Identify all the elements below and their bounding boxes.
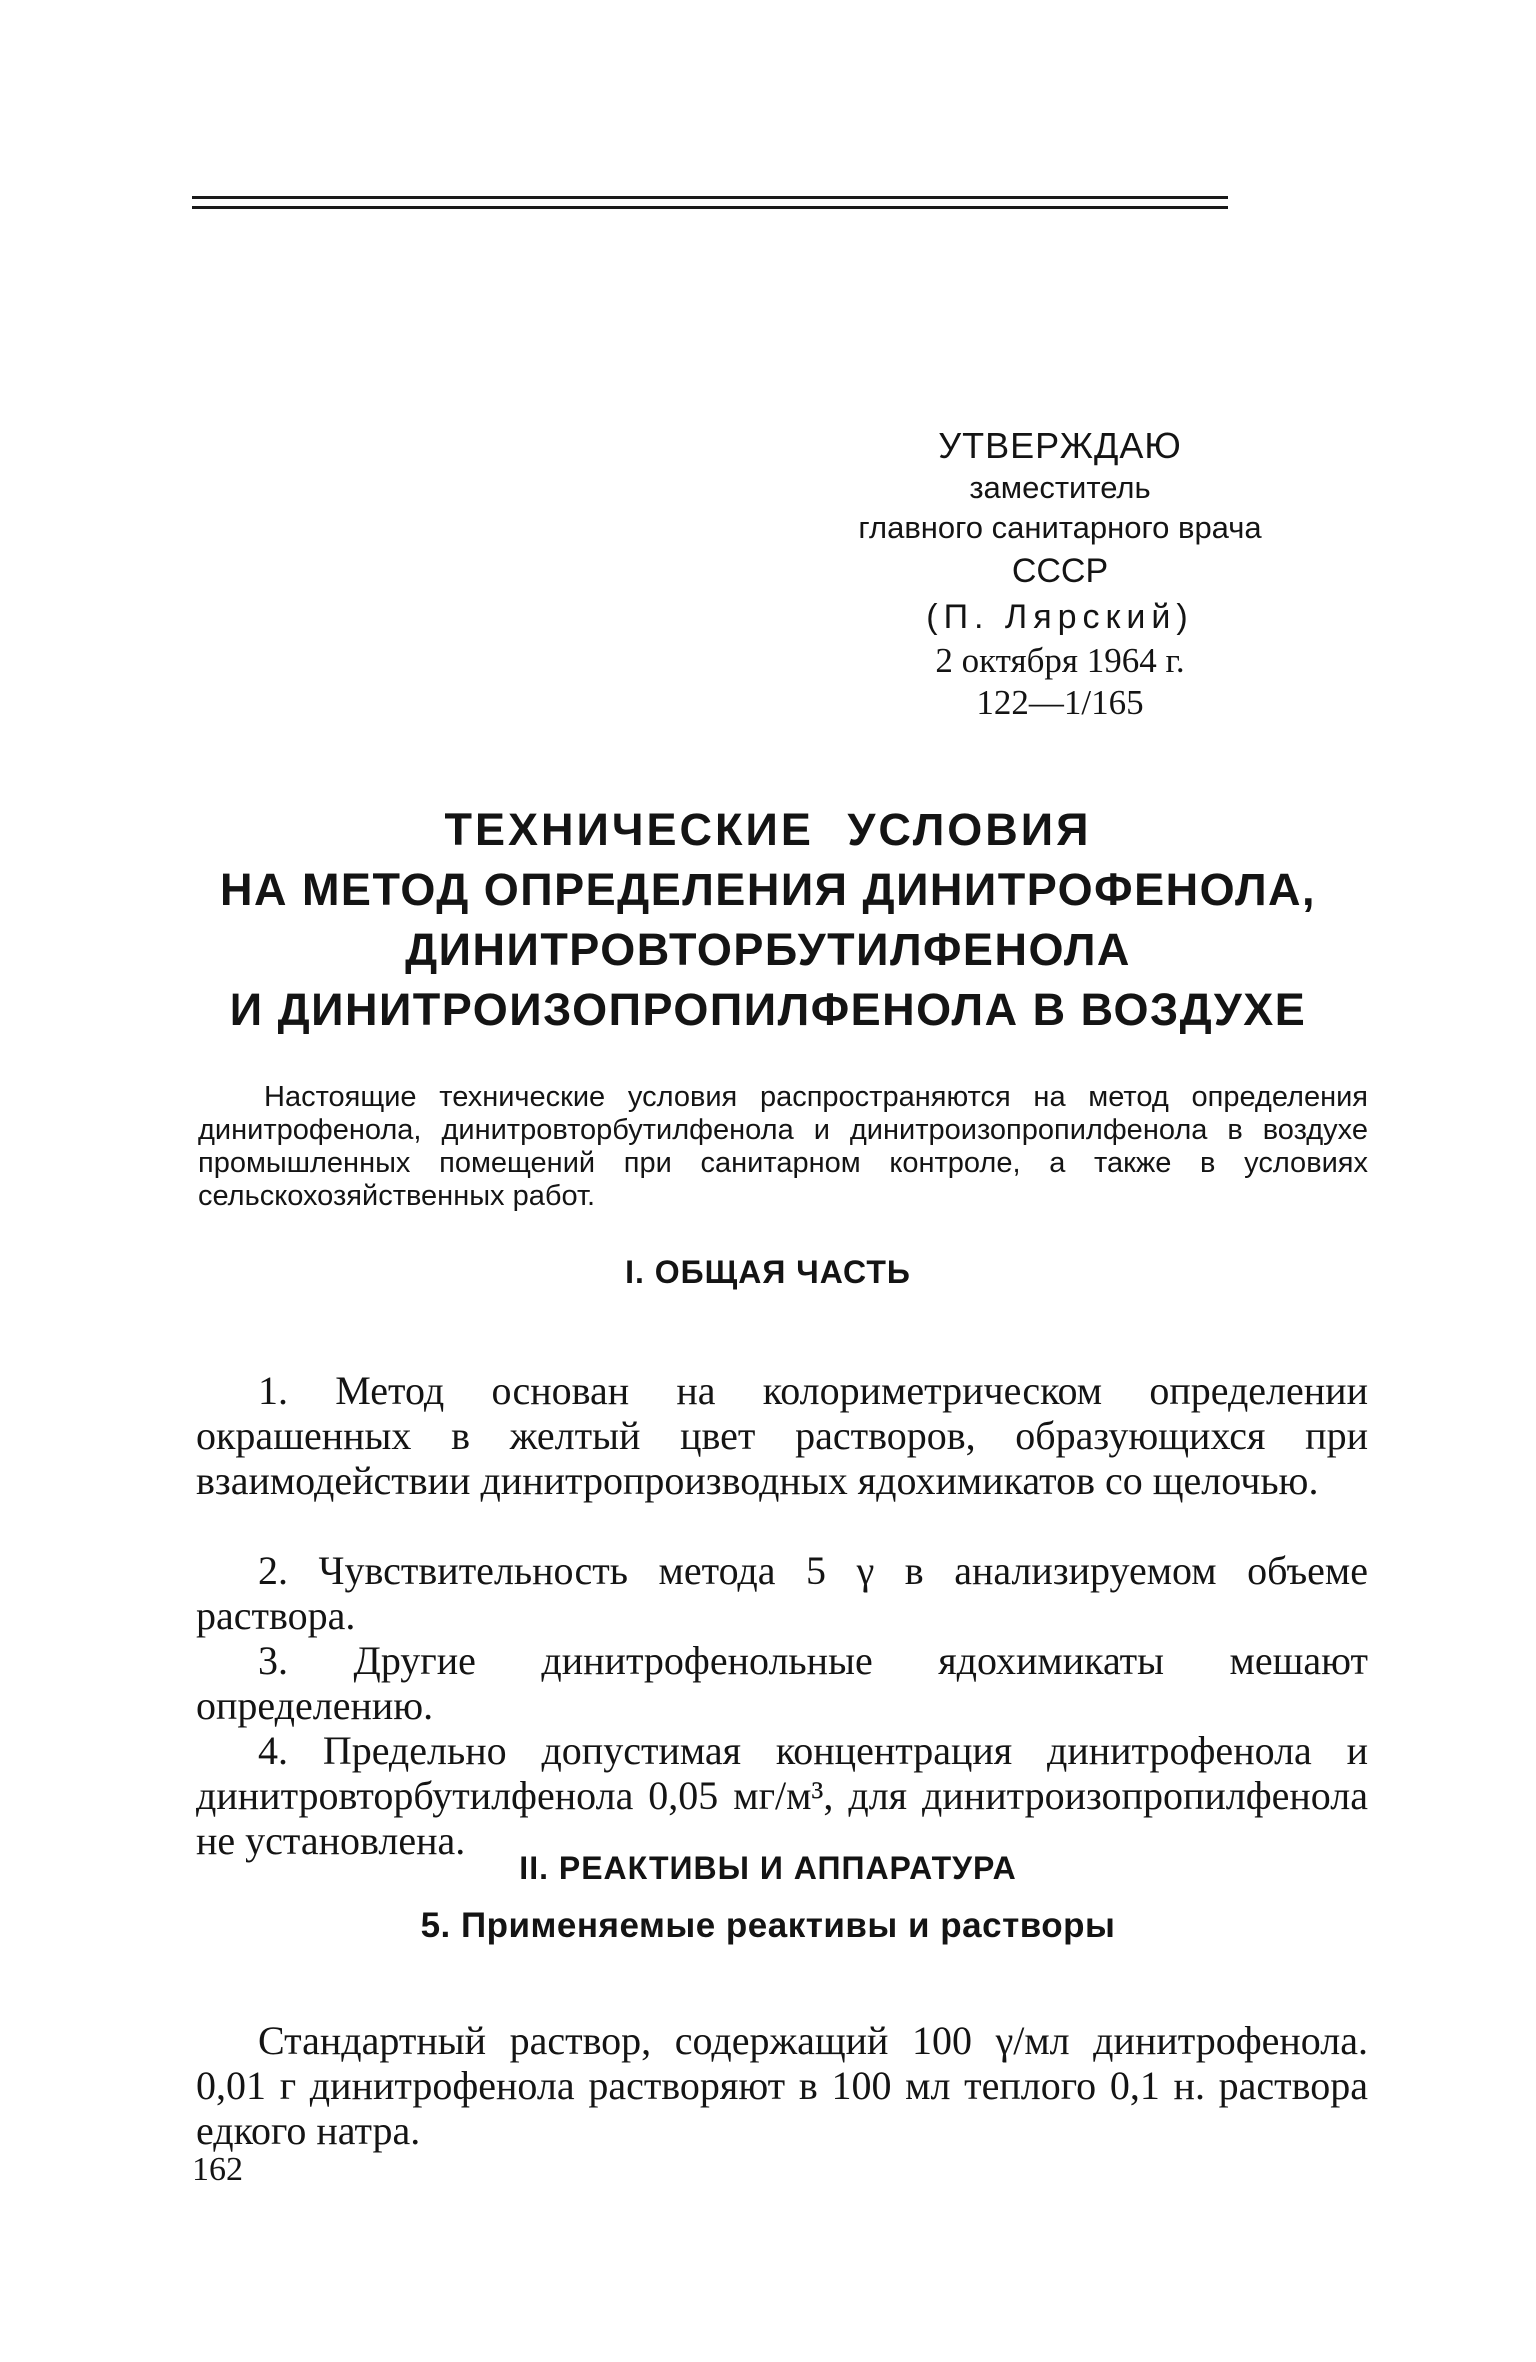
paragraph-4: 4. Предельно допустимая концентрация динитрофенола и динитровторбутилфенола 0,05 мг/м³, для динитроизопропилфенола не установлена. (196, 1728, 1368, 1863)
title-line-2: НА МЕТОД ОПРЕДЕЛЕНИЯ ДИНИТРОФЕНОЛА, (219, 864, 1317, 915)
approval-block (780, 424, 1340, 724)
rule-line-lower (192, 206, 1228, 209)
document-title (160, 800, 1376, 1040)
section-heading-general: I. ОБЩАЯ ЧАСТЬ (625, 1254, 911, 1290)
intro-paragraph: Настоящие технические условия распространяются на метод определения динитрофенола, динитровторбутилфенола и динитроизопропилфенола в воздухе промышленных помещений при санитарном контроле, а также в условиях сельскохозяйственных работ. (198, 1081, 1368, 1212)
approval-date: 2 октября 1964 г. (935, 641, 1185, 680)
rule-line-upper (192, 196, 1228, 199)
approval-position: заместитель (969, 470, 1151, 505)
paragraph-2: 2. Чувствительность метода 5 γ в анализируемом объеме раствора. (196, 1548, 1368, 1638)
approval-country: СССР (1011, 552, 1109, 590)
approval-number: 122—1/165 (976, 683, 1144, 722)
approval-position-2: главного санитарного врача (858, 510, 1262, 545)
approval-signatory: (П. Лярский) (926, 598, 1194, 636)
approval-heading: УТВЕРЖДАЮ (938, 425, 1182, 466)
title-line-3: ДИНИТРОВТОРБУТИЛФЕНОЛА (405, 924, 1131, 975)
top-double-rule (192, 196, 1228, 210)
title-line-1: ТЕХНИЧЕСКИЕ УСЛОВИЯ (444, 804, 1092, 855)
section-heading-reagents: II. РЕАКТИВЫ И АППАРАТУРА (519, 1850, 1017, 1886)
paragraph-3: 3. Другие динитрофенольные ядохимикаты мешают определению. (196, 1638, 1368, 1728)
title-line-4: И ДИНИТРОИЗОПРОПИЛФЕНОЛА В ВОЗДУХЕ (229, 984, 1307, 1035)
paragraph-5: Стандартный раствор, содержащий 100 γ/мл динитрофенола. 0,01 г динитрофенола растворяют в 100 мл теплого 0,1 н. раствора едкого натра. (196, 2018, 1368, 2153)
subsection-heading-reagents: 5. Применяемые реактивы и растворы (420, 1906, 1116, 1945)
paragraph-1: 1. Метод основан на колориметрическом определении окрашенных в желтый цвет растворов, образующихся при взаимодействии динитропроизводных ядохимикатов со щелочью. (196, 1368, 1368, 1503)
page-number: 162 (192, 2151, 243, 2188)
